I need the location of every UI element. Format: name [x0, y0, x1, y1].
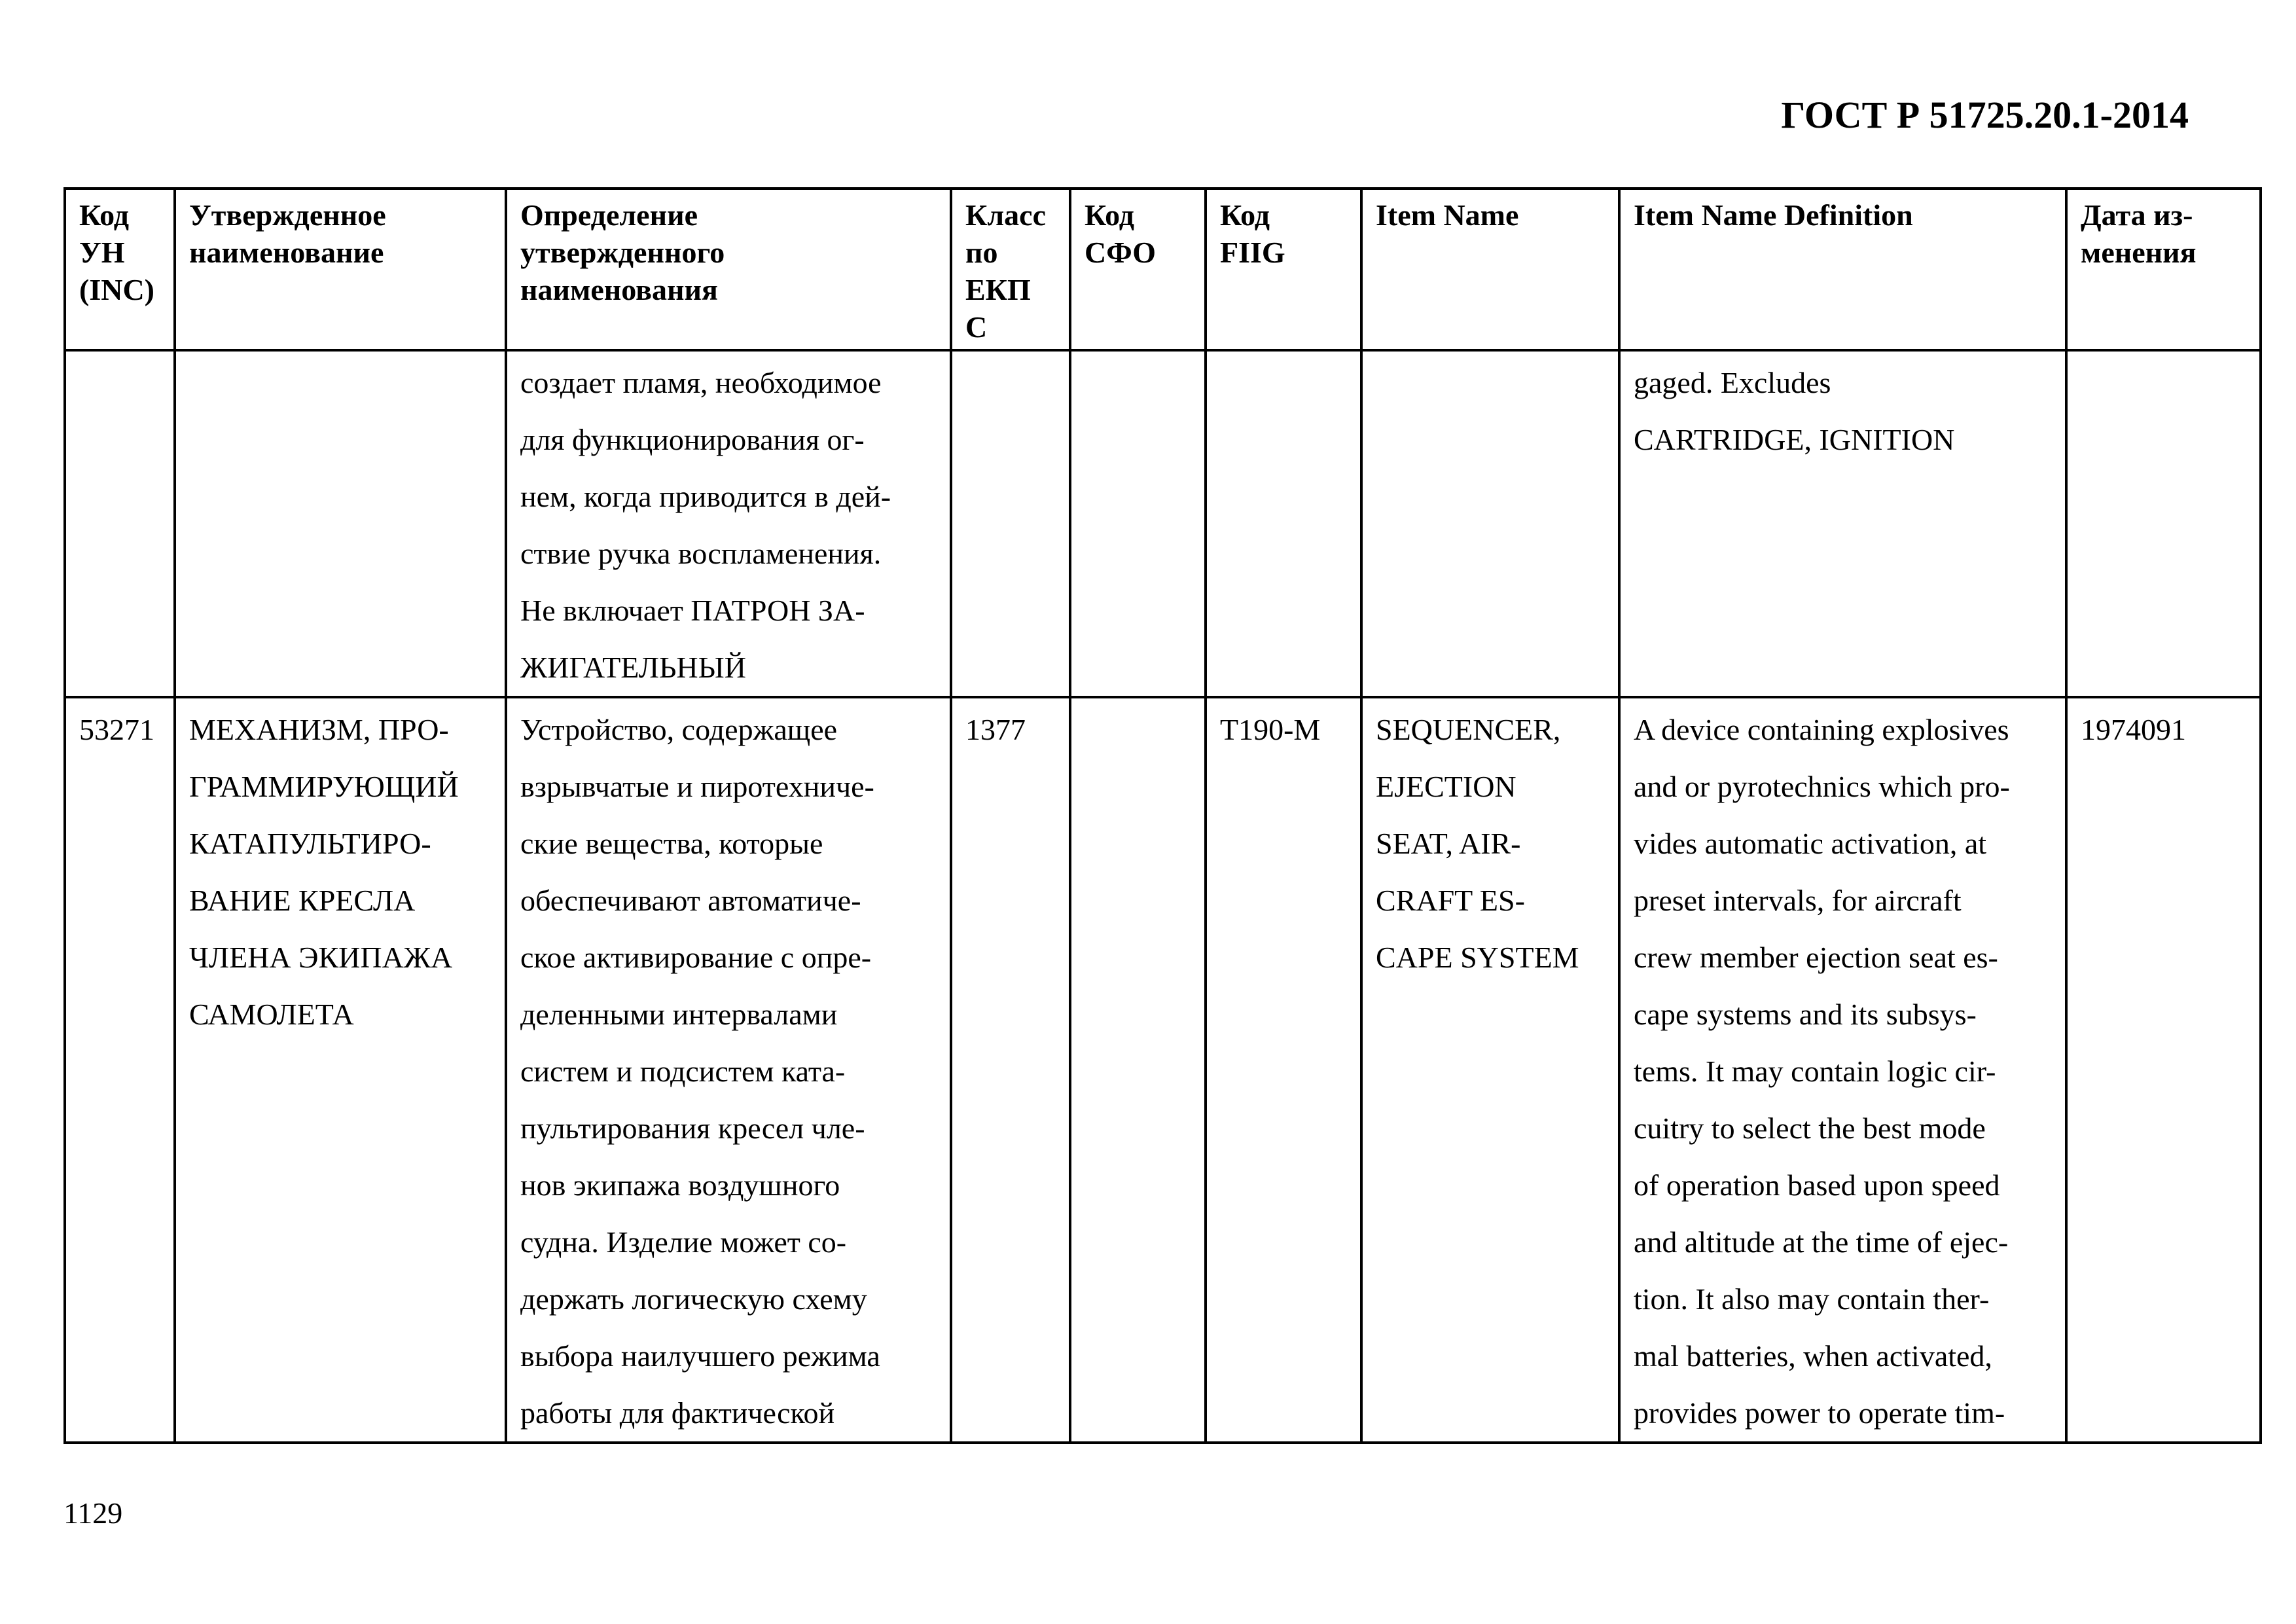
cell-line: ствие ручка воспламенения. [520, 537, 882, 570]
cell-line: preset intervals, for aircraft [1634, 884, 1962, 917]
cell-line: A device containing explosives [1634, 713, 2009, 746]
cell-change-date [2066, 350, 2261, 697]
cell-class [951, 350, 1070, 697]
cell-line: ское активирование с опре- [520, 941, 872, 974]
cell-line: для функционирования ог- [520, 423, 865, 456]
column-header-fiig [1206, 189, 1361, 350]
cell-line: деленными интервалами [520, 998, 838, 1031]
column-header-definition [506, 189, 951, 350]
cell-line: of operation based upon speed [1634, 1168, 2000, 1202]
cell-line: SEAT, AIR- [1376, 827, 1521, 860]
cell-line: tems. It may contain logic cir- [1634, 1055, 1996, 1088]
cell-line: gaged. Excludes [1634, 366, 1831, 399]
cell-inc [65, 697, 175, 1443]
header-line: наименования [520, 273, 718, 306]
cell-item-name [1361, 697, 1619, 1443]
cell-line: нем, когда приводится в дей- [520, 480, 891, 513]
cell-line: создает пламя, необходимое [520, 366, 882, 399]
cell-line: Устройство, содержащее [520, 713, 838, 746]
cell-line: ВАНИЕ КРЕСЛА [189, 884, 416, 917]
cell-line: Не включает ПАТРОН ЗА- [520, 594, 865, 627]
cell-line: МЕХАНИЗМ, ПРО- [189, 713, 449, 746]
header-line: Item Name [1376, 198, 1519, 232]
cell-line: EJECTION [1376, 770, 1516, 803]
cell-line: пультирования кресел чле- [520, 1111, 865, 1145]
cell-change-date [2066, 697, 2261, 1443]
cell-line: судна. Изделие может со- [520, 1225, 847, 1259]
table-row [65, 697, 2261, 1443]
header-line: УН [79, 236, 125, 269]
cell-name [175, 350, 506, 697]
header-line: Код [1085, 198, 1135, 232]
header-line: СФО [1085, 236, 1157, 269]
cell-sfo [1070, 697, 1206, 1443]
cell-line: обеспечивают автоматиче- [520, 884, 861, 917]
cell-line: mal batteries, when activated, [1634, 1339, 1992, 1373]
page-number: 1129 [63, 1496, 123, 1530]
column-header-class [951, 189, 1070, 350]
cell-line: САМОЛЕТА [189, 998, 354, 1031]
header-line: Item Name Definition [1634, 198, 1913, 232]
header-line: наименование [189, 236, 384, 269]
cell-line: and or pyrotechnics which pro- [1634, 770, 2010, 803]
cell-line: CRAFT ES- [1376, 884, 1525, 917]
header-line: (INC) [79, 273, 154, 306]
column-header-inc [65, 189, 175, 350]
cell-line: tion. It also may contain ther- [1634, 1282, 1990, 1316]
nomenclature-table [63, 187, 2262, 1444]
document-title: ГОСТ Р 51725.20.1-2014 [1781, 94, 2189, 136]
cell-line: vides automatic activation, at [1634, 827, 1987, 860]
cell-line: нов экипажа воздушного [520, 1168, 840, 1202]
table-header-row [65, 189, 2261, 350]
header-line: ЕКП [965, 273, 1031, 306]
cell-line: взрывчатые и пиротехниче- [520, 770, 874, 803]
cell-line: crew member ejection seat es- [1634, 941, 1998, 974]
header-line: по [965, 236, 998, 269]
cell-line: CARTRIDGE, IGNITION [1634, 423, 1955, 456]
cell-line: 1377 [965, 713, 1026, 746]
cell-line: ские вещества, которые [520, 827, 823, 860]
cell-line: работы для фактической [520, 1396, 835, 1430]
header-line: С [965, 310, 988, 344]
header-line: Код [79, 198, 130, 232]
cell-line: T190-M [1220, 713, 1321, 746]
cell-line: CAPE SYSTEM [1376, 941, 1579, 974]
column-header-item-name [1361, 189, 1619, 350]
cell-line: and altitude at the time of ejec- [1634, 1225, 2009, 1259]
header-line: FIIG [1220, 236, 1285, 269]
cell-line: 1974091 [2081, 713, 2186, 746]
header-line: Определение [520, 198, 698, 232]
cell-line: систем и подсистем ката- [520, 1055, 846, 1088]
cell-fiig [1206, 350, 1361, 697]
cell-line: provides power to operate tim- [1634, 1396, 2005, 1430]
cell-line: держать логическую схему [520, 1282, 867, 1316]
cell-definition [506, 697, 951, 1443]
cell-line: SEQUENCER, [1376, 713, 1561, 746]
cell-item-name [1361, 350, 1619, 697]
cell-item-definition [1619, 350, 2066, 697]
cell-line: cape systems and its subsys- [1634, 998, 1977, 1031]
column-header-name [175, 189, 506, 350]
cell-line: cuitry to select the best mode [1634, 1111, 1986, 1145]
header-line: Код [1220, 198, 1270, 232]
column-header-item-definition [1619, 189, 2066, 350]
header-line: Класс [965, 198, 1046, 232]
table-row [65, 350, 2261, 697]
cell-line: ЖИГАТЕЛЬНЫЙ [520, 651, 746, 684]
cell-inc [65, 350, 175, 697]
cell-line: ГРАММИРУЮЩИЙ [189, 770, 459, 803]
cell-fiig [1206, 697, 1361, 1443]
header-line: менения [2081, 236, 2197, 269]
cell-sfo [1070, 350, 1206, 697]
header-line: Утвержденное [189, 198, 386, 232]
cell-name [175, 697, 506, 1443]
header-line: утвержденного [520, 236, 725, 269]
cell-line: ЧЛЕНА ЭКИПАЖА [189, 941, 453, 974]
cell-item-definition [1619, 697, 2066, 1443]
cell-line: 53271 [79, 713, 154, 746]
cell-line: выбора наилучшего режима [520, 1339, 880, 1373]
cell-class [951, 697, 1070, 1443]
cell-definition [506, 350, 951, 697]
column-header-change-date [2066, 189, 2261, 350]
column-header-sfo [1070, 189, 1206, 350]
cell-line: КАТАПУЛЬТИРО- [189, 827, 431, 860]
header-line: Дата из- [2081, 198, 2193, 232]
